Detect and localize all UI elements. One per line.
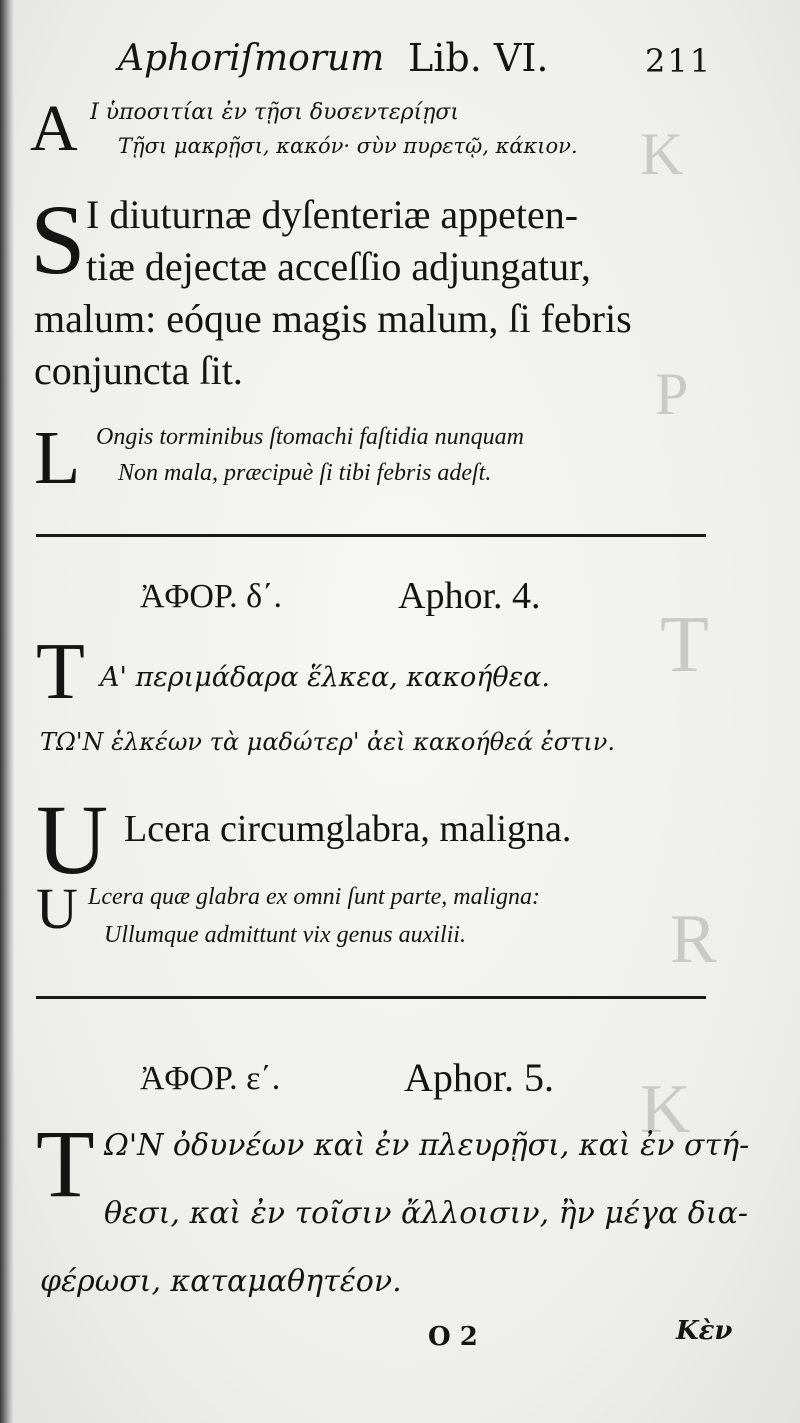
greek-line: θεσι, καὶ ἐν τοῖσιν ἄλλοισιν, ἢν μέγα δια- (104, 1196, 748, 1231)
latin-dropcap: U (36, 784, 109, 895)
greek-line: φέρωσι, καταμαθητέον. (40, 1264, 402, 1299)
greek-dropcap: T (36, 628, 85, 716)
running-head-book: Lib. VI. (408, 36, 549, 80)
page-number: 211 (645, 42, 713, 80)
greek-line: ΤΩ'Ν ἑλκέων τὰ μαδώτερ' ἀεὶ κακοήθεά ἐστιν. (40, 728, 616, 756)
show-through-mark: R (670, 901, 717, 978)
verse-line: Lcera quæ glabra ex omni ſunt parte, maligna: (88, 884, 540, 910)
aphorism-label-latin: Aphor. 4. (398, 575, 541, 617)
latin-line: tiæ dejectæ acceſſio adjungatur, (86, 244, 591, 289)
greek-line: I ὑποσιτίαι ἐν τῇσι δυσεντερίῃσι (90, 100, 460, 125)
greek-line: Τῇσι μακρῇσι, κακόν· σὺν πυρετῷ, κάκιον. (118, 134, 578, 158)
page-binding-shadow (0, 0, 14, 1423)
aphorism-label-latin: Aphor. 5. (404, 1055, 554, 1100)
latin-line: conjuncta ſit. (34, 348, 243, 393)
latin-dropcap: S (30, 184, 86, 295)
show-through-mark: P (655, 361, 689, 427)
show-through-mark: T (660, 601, 709, 689)
running-head-title: Aphoriſmorum (118, 38, 385, 79)
verse-line: Ongis torminibus ſtomachi faſtidia nunquam (96, 424, 525, 450)
verse-line: Non mala, præcipuè ſi tibi febris adeſt. (118, 460, 492, 486)
show-through-mark: K (640, 1071, 691, 1148)
greek-dropcap: T (36, 1110, 95, 1217)
latin-line: malum: eóque magis malum, ſi febris (34, 296, 632, 341)
verse-line: Ullumque admittunt vix genus auxilii. (104, 922, 466, 948)
greek-line: Ω'Ν ὀδυνέων καὶ ἐν πλευρῇσι, καὶ ἐν στή- (104, 1128, 750, 1163)
aphorism-label-greek: ἈΦΟΡ. δ΄. (140, 578, 282, 615)
latin-line: I diuturnæ dyſenteriæ appeten- (86, 192, 579, 237)
section-divider (36, 996, 706, 999)
section-divider (36, 534, 706, 537)
verse-dropcap: U (36, 876, 78, 941)
signature-mark: O 2 (428, 1322, 478, 1352)
aphorism-label-greek: ἈΦΟΡ. ε΄. (140, 1060, 281, 1097)
latin-line: Lcera circumglabra, maligna. (124, 808, 572, 850)
greek-line: A' περιμάδαρα ἕλκεα, κακοήθεα. (100, 662, 550, 693)
greek-dropcap: A (30, 92, 78, 165)
catchword: Κὲν (676, 1316, 733, 1346)
show-through-mark: K (640, 121, 684, 187)
verse-dropcap: L (34, 416, 81, 500)
